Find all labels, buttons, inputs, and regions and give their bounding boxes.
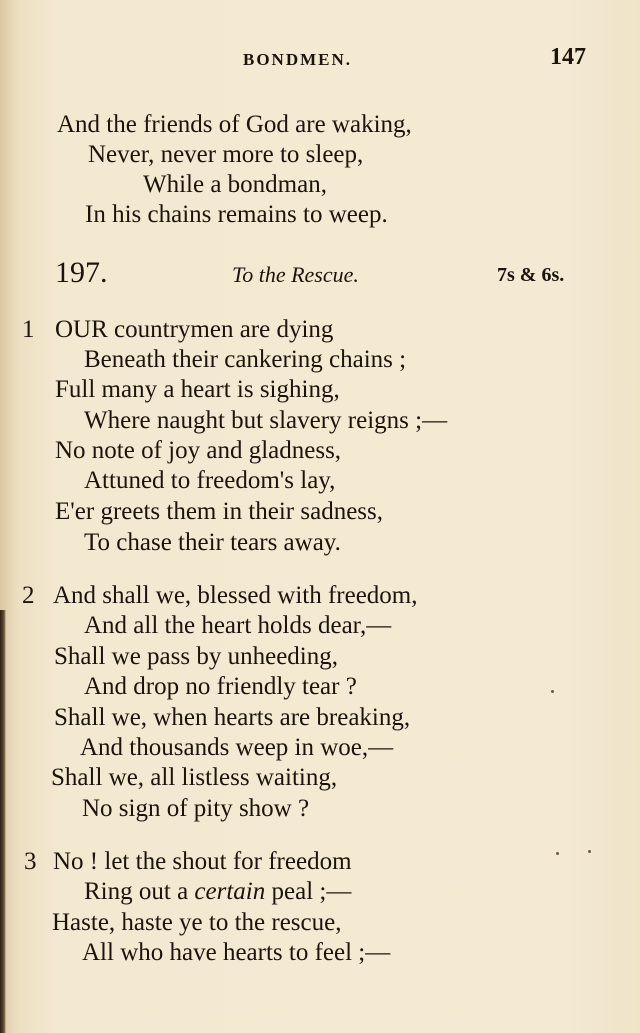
verse-line: OUR countrymen are dying <box>55 316 334 343</box>
verse-line: Beneath their cankering chains ; <box>84 346 407 373</box>
verse-line: Shall we, all listless waiting, <box>51 764 338 791</box>
verse-line: And drop no friendly tear ? <box>84 673 357 700</box>
verse-number: 3 <box>24 848 37 875</box>
verse-line: And all the heart holds dear,— <box>84 612 392 639</box>
verse-line: Full many a heart is sighing, <box>55 376 340 403</box>
verse-number: 2 <box>22 582 35 609</box>
page-number: 147 <box>550 44 586 70</box>
verse-line <box>84 877 351 907</box>
continuation-line: While a bondman, <box>143 171 327 198</box>
verse-line: Where naught but slavery reigns ;— <box>84 407 448 434</box>
verse-line: No ! let the shout for freedom <box>53 848 352 875</box>
verse-line: And thousands weep in woe,— <box>80 734 394 761</box>
print-speck <box>556 852 559 855</box>
verse-line: Shall we pass by unheeding, <box>54 643 338 670</box>
emphasized-word: certain <box>194 878 266 905</box>
verse-line: All who have hearts to feel ;— <box>82 939 391 966</box>
running-title: BONDMEN. <box>243 50 353 69</box>
verse-line: Attuned to freedom's lay, <box>84 467 336 494</box>
hymn-title: To the Rescue. <box>232 262 359 287</box>
continuation-line: In his chains remains to weep. <box>85 201 388 228</box>
verse-line: To chase their tears away. <box>84 529 341 556</box>
print-speck <box>588 850 591 853</box>
verse-number: 1 <box>22 316 35 343</box>
verse-line: Haste, haste ye to the rescue, <box>52 909 342 936</box>
verse-line: And shall we, blessed with freedom, <box>53 582 418 609</box>
verse-line-text: Ring out a certain peal ;— <box>84 878 352 905</box>
binding-edge <box>0 610 6 1033</box>
verse-line: Shall we, when hearts are breaking, <box>54 704 411 731</box>
print-speck <box>551 690 554 693</box>
hymn-number: 197. <box>55 256 108 289</box>
continuation-line: Never, never more to sleep, <box>88 141 364 168</box>
verse-line: E'er greets them in their sadness, <box>55 498 384 525</box>
hymn-meter: 7s & 6s. <box>497 264 565 286</box>
continuation-line: And the friends of God are waking, <box>57 111 412 138</box>
verse-line: No sign of pity show ? <box>82 795 310 822</box>
verse-line: No note of joy and gladness, <box>55 437 342 464</box>
